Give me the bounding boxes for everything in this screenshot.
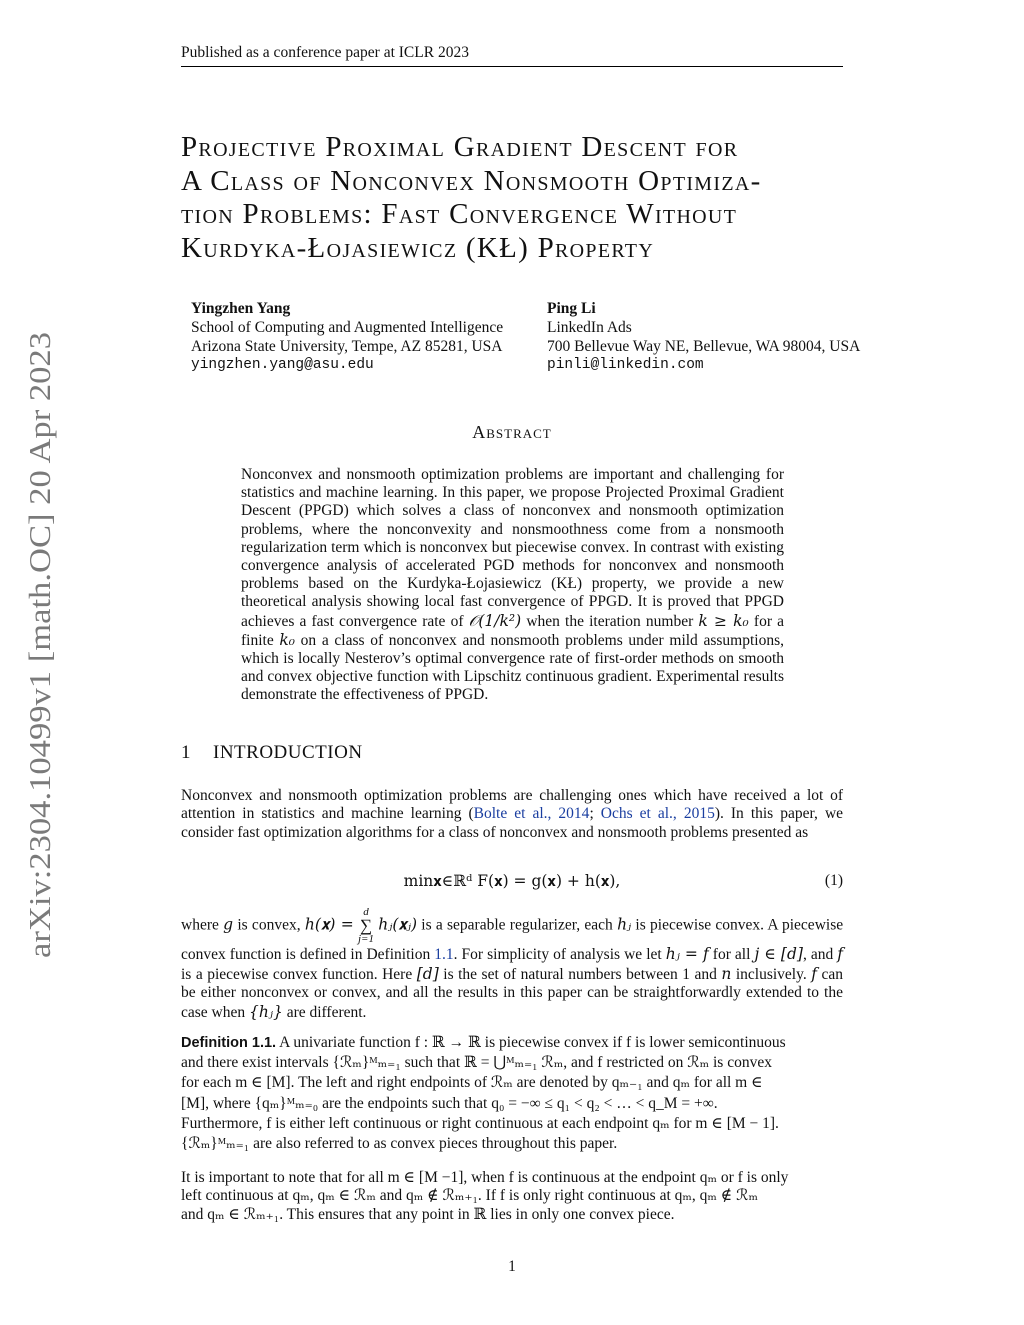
paragraph-text: for all — [712, 946, 751, 963]
math-symbol: hⱼ — [617, 915, 632, 934]
paragraph-text: is a piecewise convex function. Here — [181, 965, 413, 983]
math-symbol: f — [811, 964, 817, 983]
math-symbol: n — [721, 964, 732, 983]
definition-line: for each m ∈ [M]. The left and right endpoints of ℛₘ are denoted by qₘ₋₁ and qₘ for all m ∈ — [181, 1074, 763, 1092]
header-rule — [181, 66, 843, 67]
paragraph-text: are different. — [286, 1003, 367, 1021]
definition-line: {ℛₘ}ᴹₘ₌₁ are also referred to as convex pieces throughout this paper. — [181, 1135, 618, 1153]
paragraph-text: ). In this paper, we consider fast optimization algorithms for a class of nonconvex and nonsmooth problems presented as — [181, 805, 844, 841]
iteration-condition: k ≥ k₀ — [698, 611, 749, 630]
definition-line: [M], where {qₘ}ᴹₘ₌₀ are the endpoints such that q₀ = −∞ ≤ q₁ < q₂ < … < q_M = +∞. — [181, 1094, 718, 1112]
abstract-text: Nonconvex and nonsmooth optimization problems are important and challenging for statistics and machine learning. In this paper, we propose Projected Proximal Gradient Descent (PPGD) which solves a class of nonconvex and nonsmooth optimization problems, where the nonconvexity and nonsmoothness come from a nonsmooth regularization term which is nonconvex but piecewise convex. In contrast with existing convergence analysis of accelerated PGD methods for nonconvex and nonsmooth problems based on the Kurdyka-Łojasiewicz (KŁ) property, we provide a new theoretical analysis showing local fast convergence of PPGD. It is proved that PPGD achieves a fast convergence rate of — [241, 466, 784, 630]
math-expression: j ∈ [d] — [754, 945, 803, 963]
citation-link[interactable]: Bolte et al., 2014 — [473, 805, 590, 823]
author-name: Yingzhen Yang — [191, 300, 291, 317]
arxiv-stamp-text: arXiv:2304.10499v1 [math.OC] 20 Apr 2023 — [22, 396, 57, 958]
section-title: INTRODUCTION — [213, 742, 363, 763]
summation-symbol: d ∑ j=1 — [358, 906, 374, 945]
author-affiliation: LinkedIn Ads — [547, 319, 632, 336]
paragraph-text: where — [181, 916, 219, 934]
abstract-text: when the iteration number — [526, 612, 694, 630]
equation-body: min𝐱∈ℝᵈ F(𝐱) = g(𝐱) + h(𝐱), — [403, 872, 621, 890]
section-number: 1 — [181, 742, 191, 763]
citation-separator: ; — [589, 805, 601, 823]
section-heading — [181, 742, 363, 764]
sum-lower-limit: j=1 — [358, 933, 374, 945]
abstract-text: on a class of nonconvex and nonsmooth problems under mild assumptions, which is locally Nesterov’s optimal convergence rate of first-order methods on smooth and convex objective function with Lipschitz continuous gradient. Experimental results demonstrate the effectiveness of PPGD. — [241, 631, 784, 704]
title-line: Kurdyka-Łojasiewicz (KŁ) Property — [181, 231, 655, 264]
math-expression: hⱼ(𝐱ⱼ) — [378, 915, 418, 934]
author-name: Ping Li — [547, 300, 596, 317]
author-affiliation: 700 Bellevue Way NE, Bellevue, WA 98004, USA — [547, 338, 861, 355]
running-header: Published as a conference paper at ICLR 2023 — [181, 44, 469, 61]
paragraph-line: left continuous at qₘ, qₘ ∈ ℛₘ and qₘ ∉ ℛₘ₊₁. If f is only right continuous at qₘ, qₘ ∉ ℛₘ — [181, 1187, 759, 1205]
paragraph-text: can be either nonconvex or convex, and all the results in this paper can be straightforwardly extended to the case when — [181, 965, 843, 1021]
author-block-2 — [547, 299, 860, 375]
paragraph-text: and — [694, 965, 717, 983]
rate-formula: 𝒪(1/k²) — [468, 611, 522, 630]
definition-link[interactable]: 1.1 — [434, 946, 454, 963]
math-symbol: [d] — [416, 964, 439, 983]
definition-line: A univariate function f : ℝ → ℝ is piecewise convex if f is lower semicontinuous — [279, 1034, 786, 1051]
paragraph-text: is the set of natural numbers between — [443, 965, 678, 983]
citation-link[interactable]: Ochs et al., 2015 — [600, 805, 715, 823]
page-number: 1 — [508, 1258, 516, 1275]
math-expression: {hⱼ} — [249, 1002, 283, 1021]
author-email[interactable]: yingzhen.yang@asu.edu — [191, 357, 374, 373]
paragraph-text: is piecewise convex. A piecewise convex function is defined in Definition — [181, 916, 844, 963]
math-expression: hⱼ = f — [665, 945, 709, 963]
sum-upper-limit: d — [363, 906, 369, 918]
math-symbol: 1 — [682, 965, 690, 983]
abstract-text: for a finite — [241, 612, 784, 649]
title-line: A Class of Nonconvex Nonsmooth Optimiza- — [181, 164, 762, 197]
abstract-body — [241, 466, 784, 705]
k0-symbol: k₀ — [279, 630, 295, 649]
paragraph-text: inclusively. — [735, 965, 807, 983]
equation-number: (1) — [824, 872, 843, 889]
intro-paragraph-1 — [181, 787, 843, 842]
intro-paragraph-2 — [181, 907, 843, 1022]
paragraph-line: It is important to note that for all m ∈ [M −1], when f is continuous at the endpoint qₘ or f is only — [181, 1169, 789, 1186]
definition-line: and there exist intervals {ℛₘ}ᴹₘ₌₁ such that ℝ = ⋃ᴹₘ₌₁ ℛₘ, and f restricted on ℛₘ is convex — [181, 1054, 772, 1072]
paragraph-text: is convex, — [237, 916, 301, 934]
math-expression: h(𝐱) = — [304, 915, 354, 934]
author-affiliation: Arizona State University, Tempe, AZ 85281, USA — [191, 338, 503, 355]
paragraph-text: , and — [802, 946, 834, 963]
abstract-heading: Abstract — [472, 422, 552, 442]
paragraph-text: Nonconvex and nonsmooth optimization problems are challenging ones which have received a lot of attention in statistics and machine learning ( — [181, 787, 843, 823]
author-affiliation: School of Computing and Augmented Intelligence — [191, 319, 504, 336]
title-line: Projective Proximal Gradient Descent for — [181, 131, 739, 163]
closing-paragraph — [181, 1169, 843, 1224]
author-block-1 — [191, 299, 503, 375]
paper-title — [181, 131, 843, 265]
paragraph-line: and qₘ ∈ ℛₘ₊₁. This ensures that any point in ℝ lies in only one convex piece. — [181, 1205, 675, 1223]
definition-label: Definition 1.1. — [181, 1035, 277, 1051]
paragraph-text: is a separable regularizer, each — [421, 916, 613, 934]
paragraph-text: . For simplicity of analysis we let — [453, 946, 662, 963]
definition-line: Furthermore, f is either left continuous or right continuous at each endpoint qₘ for m ∈ [M − 1]. — [181, 1114, 779, 1132]
author-email[interactable]: pinli@linkedin.com — [547, 357, 704, 373]
definition-1-1 — [181, 1033, 843, 1154]
math-symbol: g — [223, 915, 234, 934]
math-symbol: f — [837, 945, 844, 963]
title-line: tion Problems: Fast Convergence Without — [181, 198, 738, 230]
